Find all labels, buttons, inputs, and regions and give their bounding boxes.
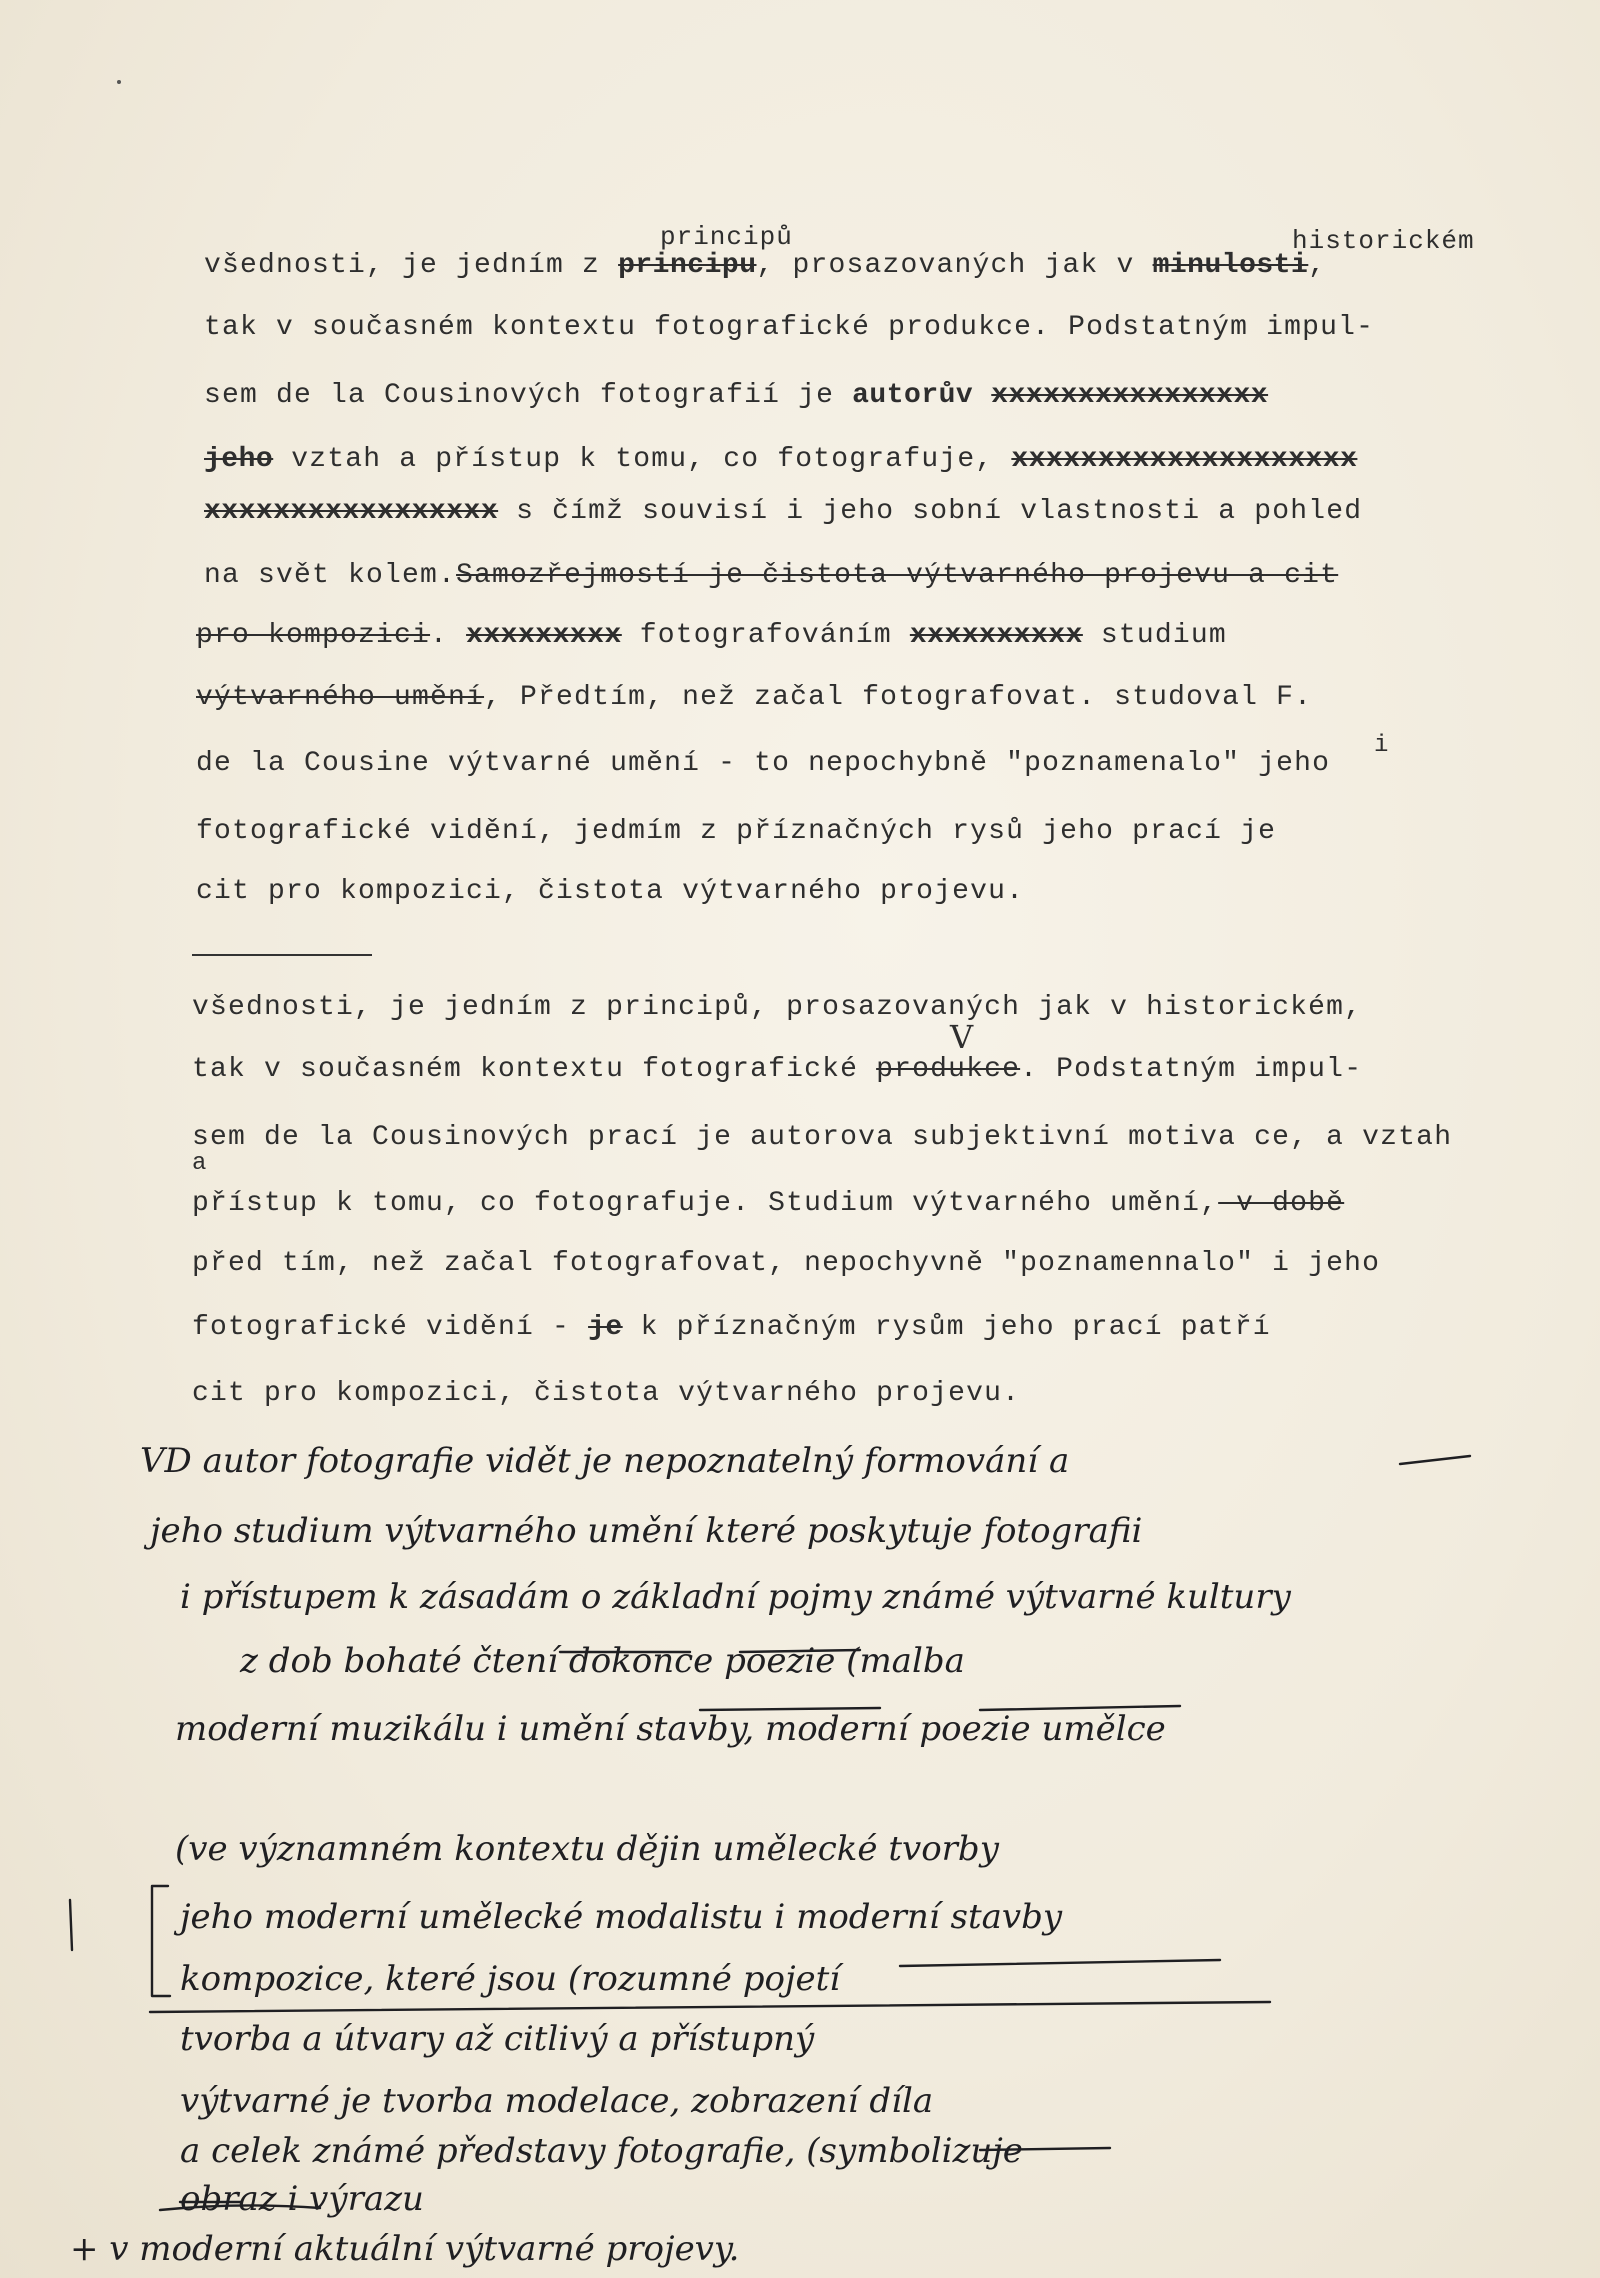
handwriting-line-11: a celek známé představy fotografie, (symbolizuje xyxy=(180,2131,1023,2171)
insertion-i: i xyxy=(1374,732,1390,759)
handwriting-line-1: VD autor fotografie vidět je nepoznatelný formování a xyxy=(140,1441,1070,1481)
draft2-line-7: cit pro kompozici, čistota výtvarného projevu. xyxy=(192,1378,1021,1409)
draft2-line-5: před tím, než začal fotografovat, nepochyvně "poznamennalo" i jeho xyxy=(192,1248,1381,1279)
handwritten-notes xyxy=(0,1390,1600,2278)
handwriting-line-8: kompozice, které jsou (rozumné pojetí xyxy=(180,1959,841,1999)
draft1-line-4: jeho vztah a přístup k tomu, co fotografuje, xxxxxxxxxxxxxxxxxxxx xyxy=(204,444,1358,475)
draft1-line-8: výtvarného umění, Předtím, než začal fotografovat. studoval F. xyxy=(196,682,1313,713)
handwriting-line-13: + v moderní aktuální výtvarné projevy. xyxy=(70,2229,740,2269)
draft2-line-1: všednosti, je jedním z principů, prosazovaných jak v historickém, xyxy=(192,992,1363,1023)
handwriting-line-6: (ve významném kontextu dějin umělecké tvorby xyxy=(175,1829,999,1869)
draft1-line-10: fotografické vidění, jedmím z příznačných rysů jeho prací je xyxy=(196,816,1277,847)
handwriting-line-3: i přístupem k zásadám o základní pojmy známé výtvarné kultury xyxy=(180,1577,1291,1617)
insertion-bracket xyxy=(152,1886,170,1996)
handwriting-line-5: moderní muzikálu i umění stavby, moderní poezie umělce xyxy=(175,1709,1166,1749)
draft1-line-6: na svět kolem.Samozřejmostí je čistota výtvarného projevu a cit xyxy=(204,560,1339,591)
handwriting-line-12: obraz i výrazu xyxy=(180,2179,424,2219)
handwriting-line-9: tvorba a útvary až citlivý a přístupný xyxy=(180,2019,815,2059)
draft2-line-6: fotografické vidění - je k příznačným rysům jeho prací patří xyxy=(192,1312,1271,1343)
draft2-line-3: sem de la Cousinových prací je autorova subjektivní motiva ce, a vztah xyxy=(192,1122,1453,1153)
handwriting-line-2: jeho studium výtvarného umění které poskytuje fotografii xyxy=(150,1511,1143,1551)
draft1-line-1: všednosti, je jedním z principu, prosazovaných jak v minulosti, xyxy=(204,250,1327,281)
draft2-line-2: tak v současném kontextu fotografické produkce. Podstatným impul- xyxy=(192,1054,1363,1085)
draft1-line-11: cit pro kompozici, čistota výtvarného projevu. xyxy=(196,876,1025,907)
separator-line xyxy=(192,954,372,956)
insertion-historickem: historickém xyxy=(1292,226,1475,256)
draft1-line-5: xxxxxxxxxxxxxxxxx s čímž souvisí i jeho sobní vlastnosti a pohled xyxy=(204,496,1363,527)
margin-mark xyxy=(70,1900,72,1950)
draft1-line-7: pro kompozici. xxxxxxxxx fotografováním xxxxxxxxxx studium xyxy=(196,620,1227,651)
handwriting-strike-1 xyxy=(1400,1456,1470,1464)
insertion-principu: principů xyxy=(660,222,793,252)
handwriting-line-10: výtvarné je tvorba modelace, zobrazení díla xyxy=(180,2081,934,2121)
underline-long xyxy=(150,2002,1270,2012)
handwriting-line-4: z dob bohaté čtení dokonce poezie (malba xyxy=(240,1641,965,1681)
ink-dot xyxy=(117,80,121,84)
draft2-line-4: přístup k tomu, co fotografuje. Studium výtvarného umění, v době xyxy=(192,1188,1345,1219)
draft2-line-3b: a xyxy=(192,1150,208,1177)
insertion-v: V xyxy=(950,1018,975,1056)
draft1-line-2: tak v současném kontextu fotografické produkce. Podstatným impul- xyxy=(204,312,1375,343)
draft1-line-3: sem de la Cousinových fotografií je autorův xxxxxxxxxxxxxxxx xyxy=(204,380,1269,411)
handwriting-line-7: jeho moderní umělecké modalistu i moderní stavby xyxy=(180,1897,1063,1937)
draft1-line-9: de la Cousine výtvarné umění - to nepochybně "poznamenalo" jeho xyxy=(196,748,1331,779)
handwriting-strike-6 xyxy=(900,1960,1220,1966)
